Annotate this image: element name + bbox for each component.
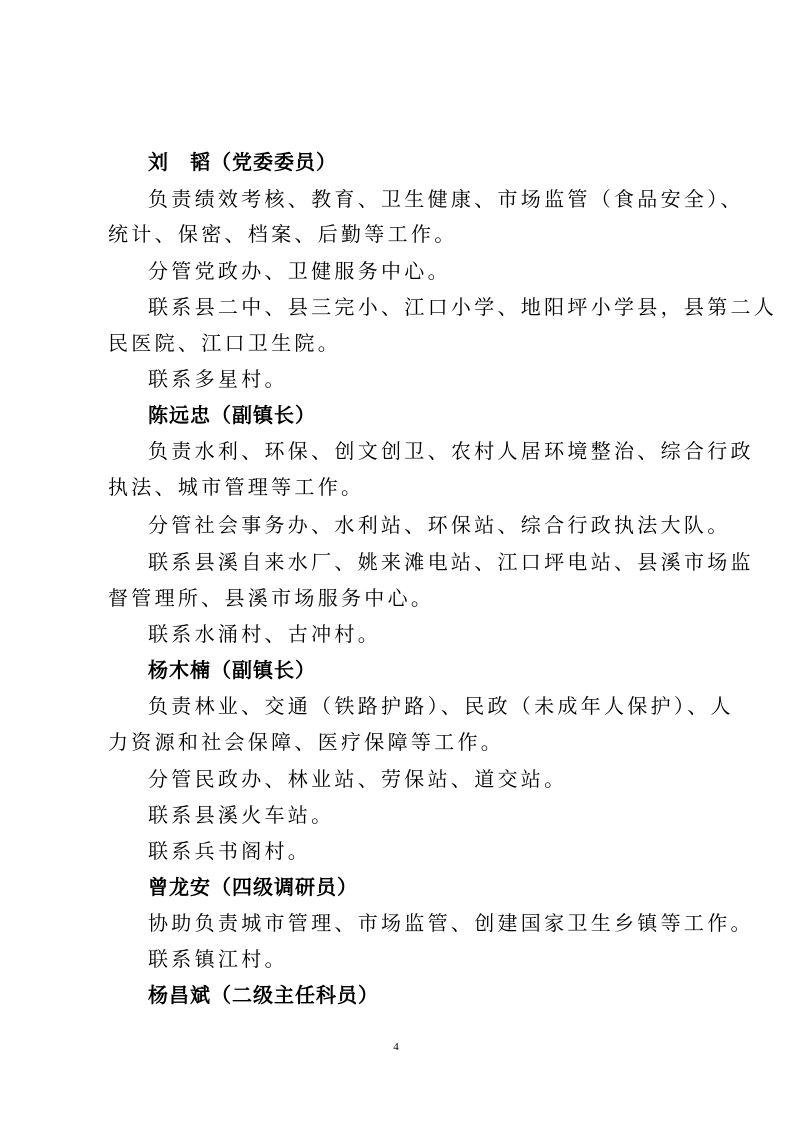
contact-villages-text: 联系兵书阁村。 (148, 839, 312, 863)
contact-villages-text: 联系多星村。 (148, 367, 288, 391)
official-heading: 陈远忠（副镇长） (148, 403, 316, 427)
duty-text: 负责绩效考核、教育、卫生健康、市场监管（食品安全）、 (148, 187, 744, 211)
page-number: 4 (393, 1041, 399, 1053)
official-heading: 刘 韬（党委委员） (148, 150, 337, 174)
contact-villages-text: 联系水涌村、古冲村。 (148, 622, 381, 646)
duty-text: 统计、保密、档案、后勤等工作。 (108, 222, 458, 246)
manage-text: 分管党政办、卫健服务中心。 (148, 259, 451, 283)
official-heading: 杨昌斌（二级主任科员） (148, 983, 379, 1007)
contact-units-text: 联系县二中、县三完小、江口小学、地阳坪小学县，县第二人 (148, 295, 778, 319)
manage-text: 分管社会事务办、水利站、环保站、综合行政执法大队。 (148, 513, 731, 537)
contact-units-text: 联系县溪自来水厂、姚来滩电站、江口坪电站、县溪市场监 (148, 550, 754, 574)
duty-text: 协助负责城市管理、市场监管、创建国家卫生乡镇等工作。 (148, 911, 754, 935)
contact-units-text: 联系县溪火车站。 (148, 803, 335, 827)
official-heading: 杨木楠（副镇长） (148, 658, 316, 682)
duty-text: 力资源和社会保障、医疗保障等工作。 (108, 730, 505, 754)
duty-text: 负责水利、环保、创文创卫、农村人居环境整治、综合行政 (148, 439, 754, 463)
duty-text: 负责林业、交通（铁路护路）、民政（未成年人保护）、人 (148, 694, 734, 718)
manage-text: 分管民政办、林业站、劳保站、道交站。 (148, 767, 568, 791)
duty-text: 执法、城市管理等工作。 (108, 475, 365, 499)
contact-units-text: 民医院、江口卫生院。 (108, 331, 341, 355)
contact-villages-text: 联系镇江村。 (148, 947, 288, 971)
official-heading: 曾龙安（四级调研员） (148, 875, 358, 899)
contact-units-text: 督管理所、县溪市场服务中心。 (108, 586, 435, 610)
